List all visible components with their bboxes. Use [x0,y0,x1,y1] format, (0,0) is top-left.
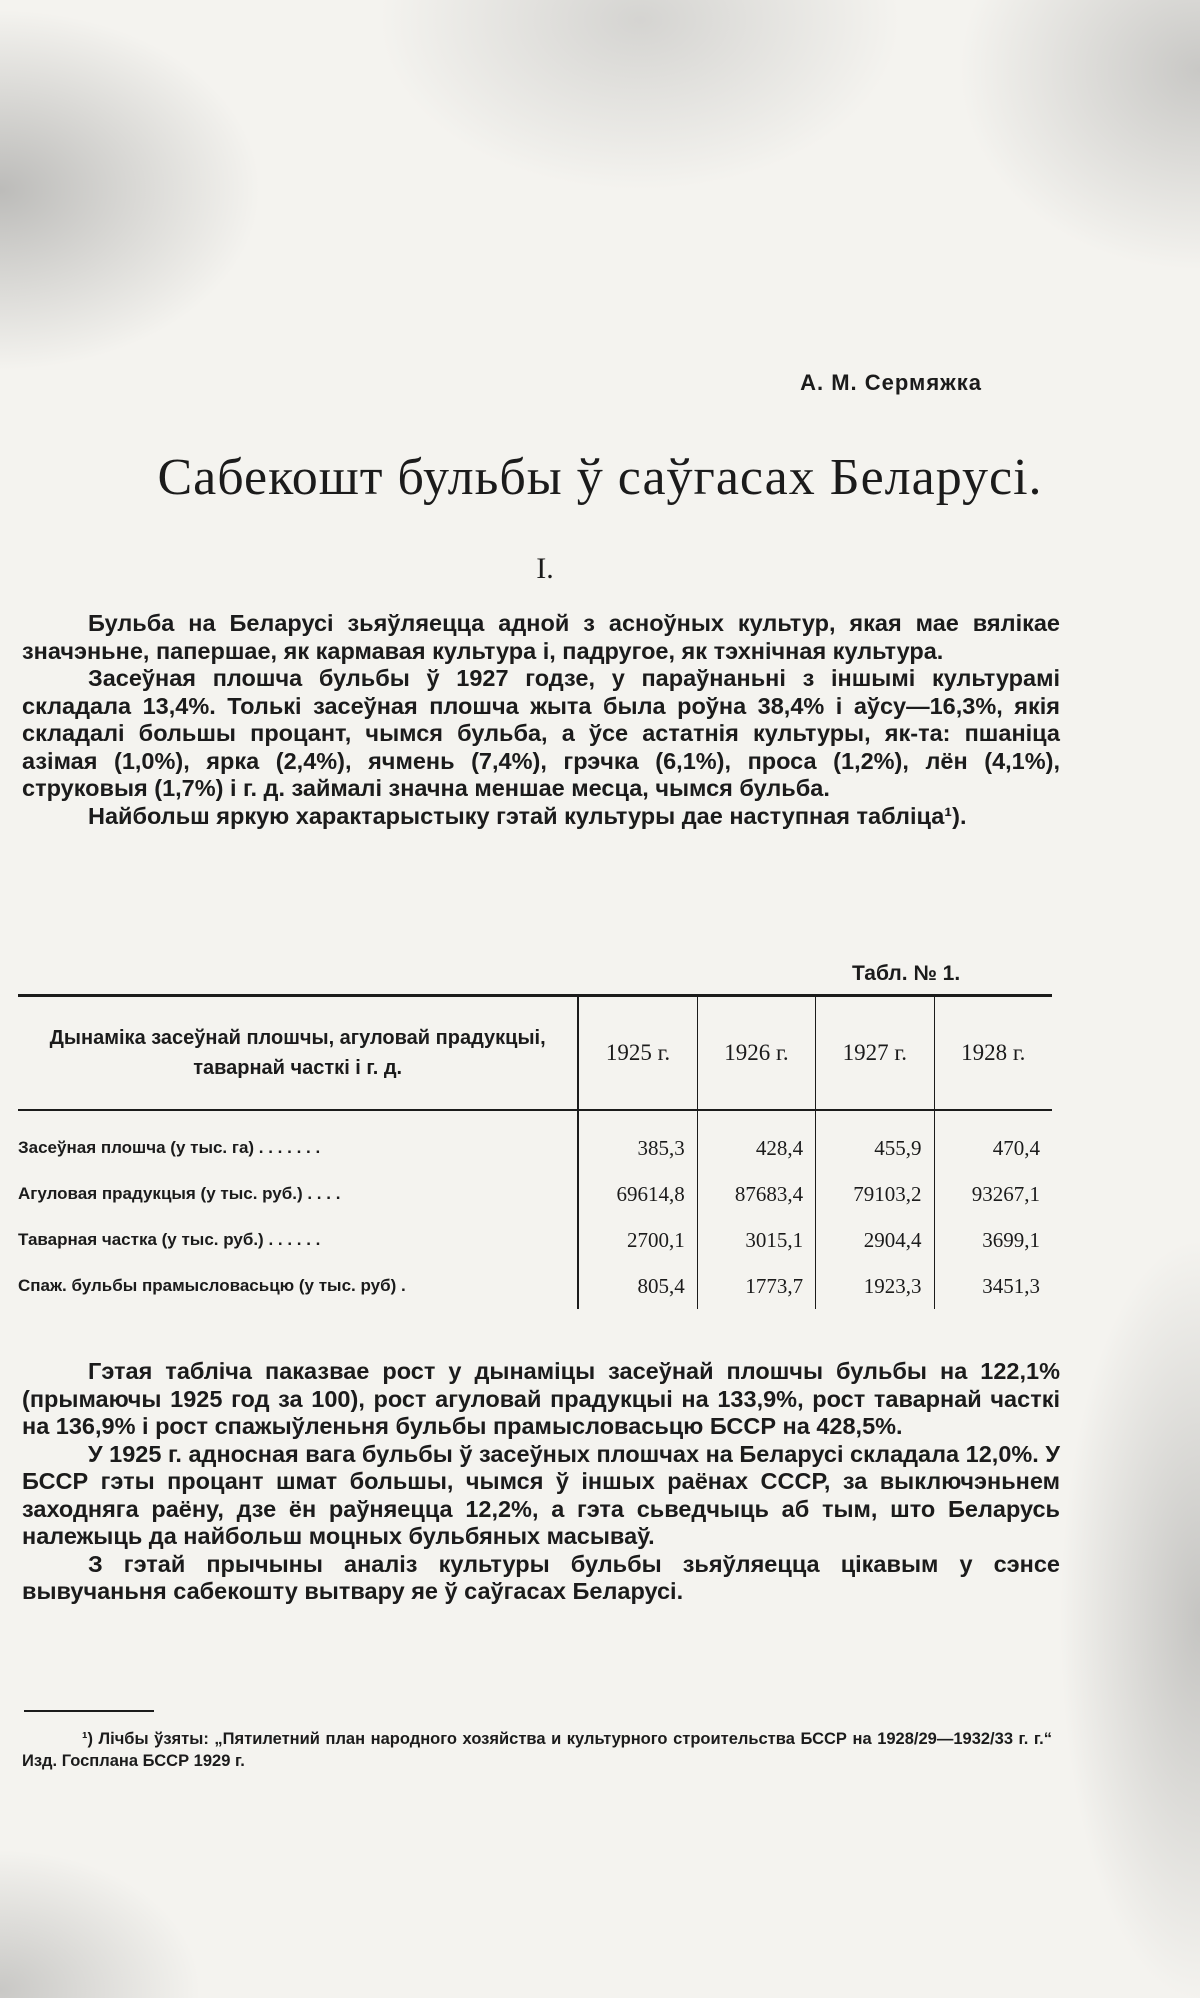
table-cell: 3451,3 [982,1273,1040,1298]
row-label: Таварная частка (у тыс. руб.) . . . . . . [18,1217,578,1263]
table-cell: 470,4 [992,1135,1040,1160]
footnote-divider [24,1710,154,1712]
row-label: Спаж. бульбы прамысловасьцю (у тыс. руб) . [18,1263,578,1309]
table-cell: 1923,3 [816,1263,934,1309]
table-row [18,1171,1052,1217]
column-header-1926: 1926 г. [697,996,815,1111]
table-cell: 2700,1 [578,1217,697,1263]
footnote [22,1728,1052,1772]
paragraph: З гэтай прычыны аналіз культуры бульбы зьяўляецца цікавым у сэнсе вывучаньня сабекошту вытвару яе ў саўгасах Беларусі. [22,1550,1060,1604]
row-label: Агуловая прадукцыя (у тыс. руб.) . . . . [18,1171,578,1217]
table-cell: 428,4 [697,1110,815,1171]
table-number: Табл. № 1. [852,962,961,985]
author-name: А. М. Сермяжка [800,370,982,395]
column-header-1927: 1927 г. [816,996,934,1111]
table-cell: 93267,1 [971,1181,1040,1206]
footnote-text: ¹) Лічбы ўзяты: „Пятилетний план народного хозяйства и культурного строительства БССР на 1928/29—1932/33 г. г.“ Изд. Госплана БССР 1929 г. [22,1730,1052,1770]
paragraph: У 1925 г. адносная вага бульбы ў засеўных плошчах на Беларусі складала 12,0%. У БССР гэты процант шмат большы, чымся ў іншых раёнах СССР, за выключэньнем заходняга раёну, дзе ён раўняецца 12,2%, а гэта сьведчыць аб тым, што Беларусь належыць да найбольш моцных бульбяных масываў. [22,1440,1060,1549]
table-cell: 455,9 [816,1110,934,1171]
paragraph: Гэтая табліча паказвае рост у дынаміцы засеўнай плошчы бульбы на 122,1% (прымаючы 1925 год за 100), рост агуловай прадукцыі на 133,9%, рост таварнай часткі на 136,9% і рост спажыўленьня бульбы прамысловасьцю БССР на 428,5%. [22,1358,1060,1439]
table-row [18,1263,1052,1309]
table-cell: 1773,7 [697,1263,815,1309]
table-cell: 805,4 [578,1263,697,1309]
column-header-1925: 1925 г. [578,996,697,1111]
intro-text [22,610,1060,830]
article-title: Сабекошт бульбы ў саўгасах Беларусі. [157,449,1043,506]
data-table [18,994,1052,1309]
table-cell: 3015,1 [697,1217,815,1263]
table-cell: 79103,2 [816,1171,934,1217]
paragraph: Бульба на Беларусі зьяўляецца адной з асноўных культур, якая мае вялікае значэньне, папершае, як кармавая культура і, падругое, як тэхнічная культура. [22,610,1060,664]
table-cell: 3699,1 [982,1227,1040,1252]
table-cell: 69614,8 [578,1171,697,1217]
table-cell: 87683,4 [697,1171,815,1217]
paragraph: Найбольш яркую характарыстыку гэтай культуры дае наступная табліца¹). [88,802,967,829]
paragraph: Засеўная плошча бульбы ў 1927 годзе, у параўнаньні з іншымі культурамі складала 13,4%. Толькі засеўная плошча жыта была роўна 38,4% і аўсу—16,3%, якія складалі большы процант, чымся бульба, а ўсе астатнія культуры, як-та: пшаніца азімая (1,0%), ярка (2,4%), ячмень (7,4%), грэчка (6,1%), проса (1,2%), лён (4,1%), струковыя (1,7%) і г. д. займалі значна меншае месца, чымся бульба. [22,665,1060,801]
table-row [18,1217,1052,1263]
table-row [18,1110,1052,1171]
section-number: I. [536,552,554,585]
column-header-1928: 1928 г. [961,1040,1026,1065]
table-cell: 2904,4 [816,1217,934,1263]
table-row-header: Дынаміка засеўнай плошчы, агуловай прадукцыі, таварнай часткі і г. д. [18,996,578,1111]
analysis-text [22,1358,1060,1606]
row-label: Засеўная плошча (у тыс. га) . . . . . . . [18,1110,578,1171]
table-header-row [18,996,1052,1111]
table-cell: 385,3 [578,1110,697,1171]
